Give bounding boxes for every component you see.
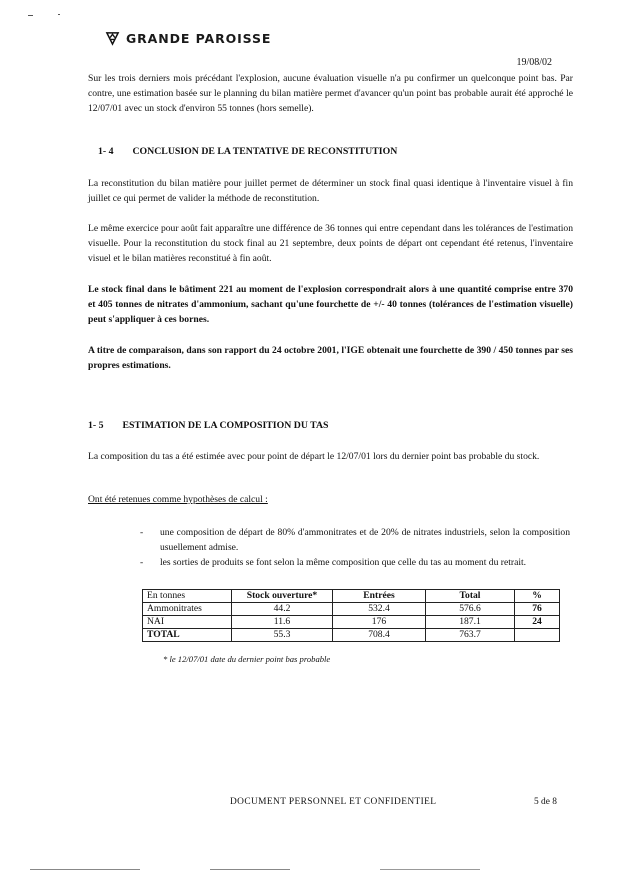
table-row	[143, 629, 560, 642]
scan-mark	[30, 869, 140, 870]
section-title: ESTIMATION DE LA COMPOSITION DU TAS	[122, 420, 329, 431]
company-logo-icon	[105, 31, 120, 46]
page-number: 5 de 8	[534, 797, 557, 807]
section-heading-1-4	[98, 146, 397, 157]
footer-confidential: DOCUMENT PERSONNEL ET CONFIDENTIEL	[230, 797, 437, 807]
paragraph-stock-final: Le stock final dans le bâtiment 221 au moment de l'explosion correspondrait alors à une quantité comprise entre 370 et 405 tonnes de nitrates d'ammonium, sachant qu'une fourchette de +/- 40 tonnes (tolérances de l'estimation visuelle) peut s'appliquer à ces bornes.	[88, 284, 573, 325]
list-item-text: une composition de départ de 80% d'ammonitrates et de 20% de nitrates industriels, selon la composition usuellement admise.	[160, 527, 570, 553]
column-header: En tonnes	[143, 590, 232, 603]
section-number: 1- 4	[98, 146, 114, 157]
scan-mark	[210, 869, 290, 870]
section-heading-1-5	[88, 420, 329, 431]
cell-total: 187.1	[426, 616, 515, 629]
scan-mark	[380, 869, 480, 870]
cell-entrees: 708.4	[333, 629, 426, 642]
row-label: NAI	[143, 616, 232, 629]
company-name: GRANDE PAROISSE	[126, 31, 272, 46]
column-header: Entrées	[333, 590, 426, 603]
cell-total: 763.7	[426, 629, 515, 642]
bullet-dash: -	[140, 557, 144, 568]
list-item	[140, 525, 570, 555]
section-number: 1- 5	[88, 420, 104, 431]
table-header-row	[143, 590, 560, 603]
paragraph-exercice-aout: Le même exercice pour août fait apparaître une différence de 36 tonnes qui entre cependant dans les tolérances de l'estimation visuelle. Pour la reconstitution du stock final au 21 septembre, deux points de départ ont cependant été retenus, l'inventaire visuel et le bilan matières reconstitué à fin août.	[88, 223, 573, 264]
cell-entrees: 532.4	[333, 603, 426, 616]
row-label: Ammonitrates	[143, 603, 232, 616]
table-footnote: * le 12/07/01 date du dernier point bas probable	[163, 654, 331, 664]
list-item	[140, 555, 570, 570]
document-date: 19/08/02	[516, 57, 552, 68]
company-header	[105, 31, 271, 46]
scan-mark	[58, 14, 60, 15]
table-row	[143, 603, 560, 616]
cell-pct	[515, 629, 560, 642]
paragraph-comparaison-ige: A titre de comparaison, dans son rapport du 24 octobre 2001, l'IGE obtenait une fourchette de 390 / 450 tonnes par ses propres estimations.	[88, 345, 573, 371]
section-title: CONCLUSION DE LA TENTATIVE DE RECONSTITUTION	[132, 146, 398, 157]
cell-stock: 55.3	[232, 629, 333, 642]
column-header: Stock ouverture*	[232, 590, 333, 603]
cell-stock: 11.6	[232, 616, 333, 629]
cell-pct: 24	[515, 616, 560, 629]
cell-total: 576.6	[426, 603, 515, 616]
hypotheses-label: Ont été retenues comme hypothèses de calcul :	[88, 494, 268, 505]
composition-table	[142, 589, 560, 642]
table-row	[143, 616, 560, 629]
intro-paragraph: Sur les trois derniers mois précédant l'explosion, aucune évaluation visuelle n'a pu confirmer un quelconque point bas. Par contre, une estimation basée sur le planning du bilan matière permet d'avancer qu'un point bas probable aurait été approché le 12/07/01 avec un stock d'environ 55 tonnes (hors semelle).	[88, 73, 573, 114]
cell-stock: 44.2	[232, 603, 333, 616]
bullet-dash: -	[140, 527, 144, 538]
cell-entrees: 176	[333, 616, 426, 629]
paragraph-reconstitution-juillet: La reconstitution du bilan matière pour juillet permet de déterminer un stock final quasi identique à l'inventaire visuel à fin juillet ce qui permet de valider la méthode de reconstitution.	[88, 178, 573, 204]
row-label: TOTAL	[143, 629, 232, 642]
paragraph-composition-tas: La composition du tas a été estimée avec pour point de départ le 12/07/01 lors du dernier point bas probable du stock.	[88, 451, 540, 462]
column-header: %	[515, 590, 560, 603]
hypotheses-list	[140, 525, 570, 570]
column-header: Total	[426, 590, 515, 603]
scan-mark	[28, 15, 33, 16]
cell-pct: 76	[515, 603, 560, 616]
list-item-text: les sorties de produits se font selon la même composition que celle du tas au moment du retrait.	[160, 557, 527, 568]
